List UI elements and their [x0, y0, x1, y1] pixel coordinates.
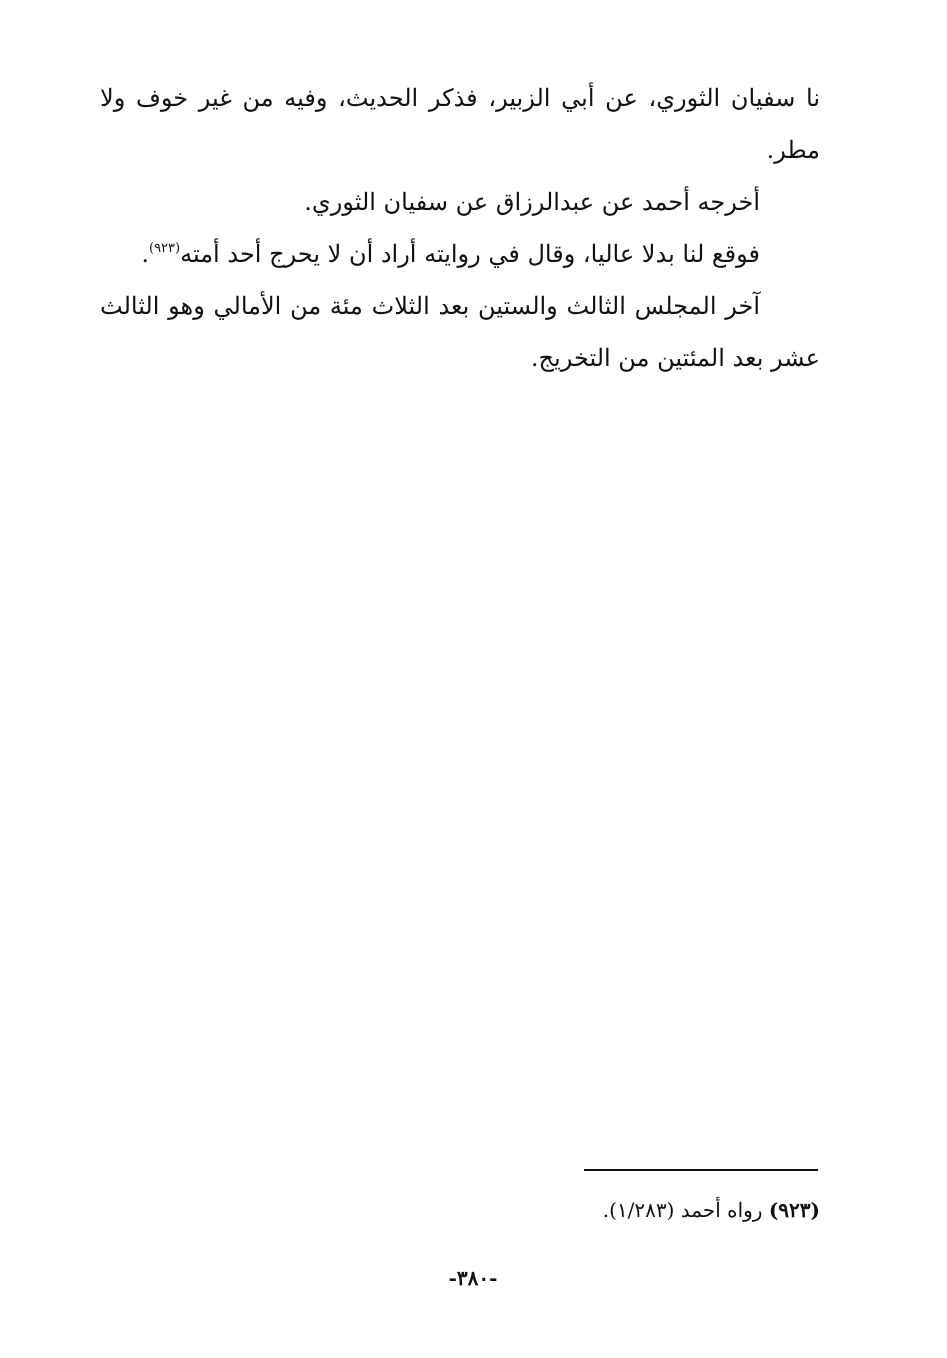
paragraph-takhrij: أخرجه أحمد عن عبدالرزاق عن سفيان الثوري. — [304, 188, 760, 216]
footnote-number: (٩٢٣) — [768, 1198, 820, 1222]
footnote — [400, 1196, 820, 1224]
footnote-divider — [584, 1169, 818, 1171]
paragraph-riwaya — [100, 228, 820, 280]
paragraph-riwaya-text: فوقع لنا بدلا عاليا، وقال في روايته أراد أن لا يحرج أحد أمته — [180, 240, 760, 268]
main-text — [100, 72, 820, 384]
paragraph-riwaya-end: . — [141, 240, 149, 268]
footnote-text: رواه أحمد (١/٢٨٣). — [602, 1198, 763, 1222]
paragraph-isnad: نا سفيان الثوري، عن أبي الزبير، فذكر الحديث، وفيه من غير خوف ولا مطر. — [100, 84, 820, 164]
footnote-reference: (٩٢٣) — [148, 241, 181, 256]
paragraph-majlis-end: آخر المجلس الثالث والستين بعد الثلاث مئة من الأمالي وهو الثالث عشر بعد المئتين من التخريج. — [100, 292, 820, 372]
page-number: -٣٨٠- — [448, 1266, 498, 1290]
